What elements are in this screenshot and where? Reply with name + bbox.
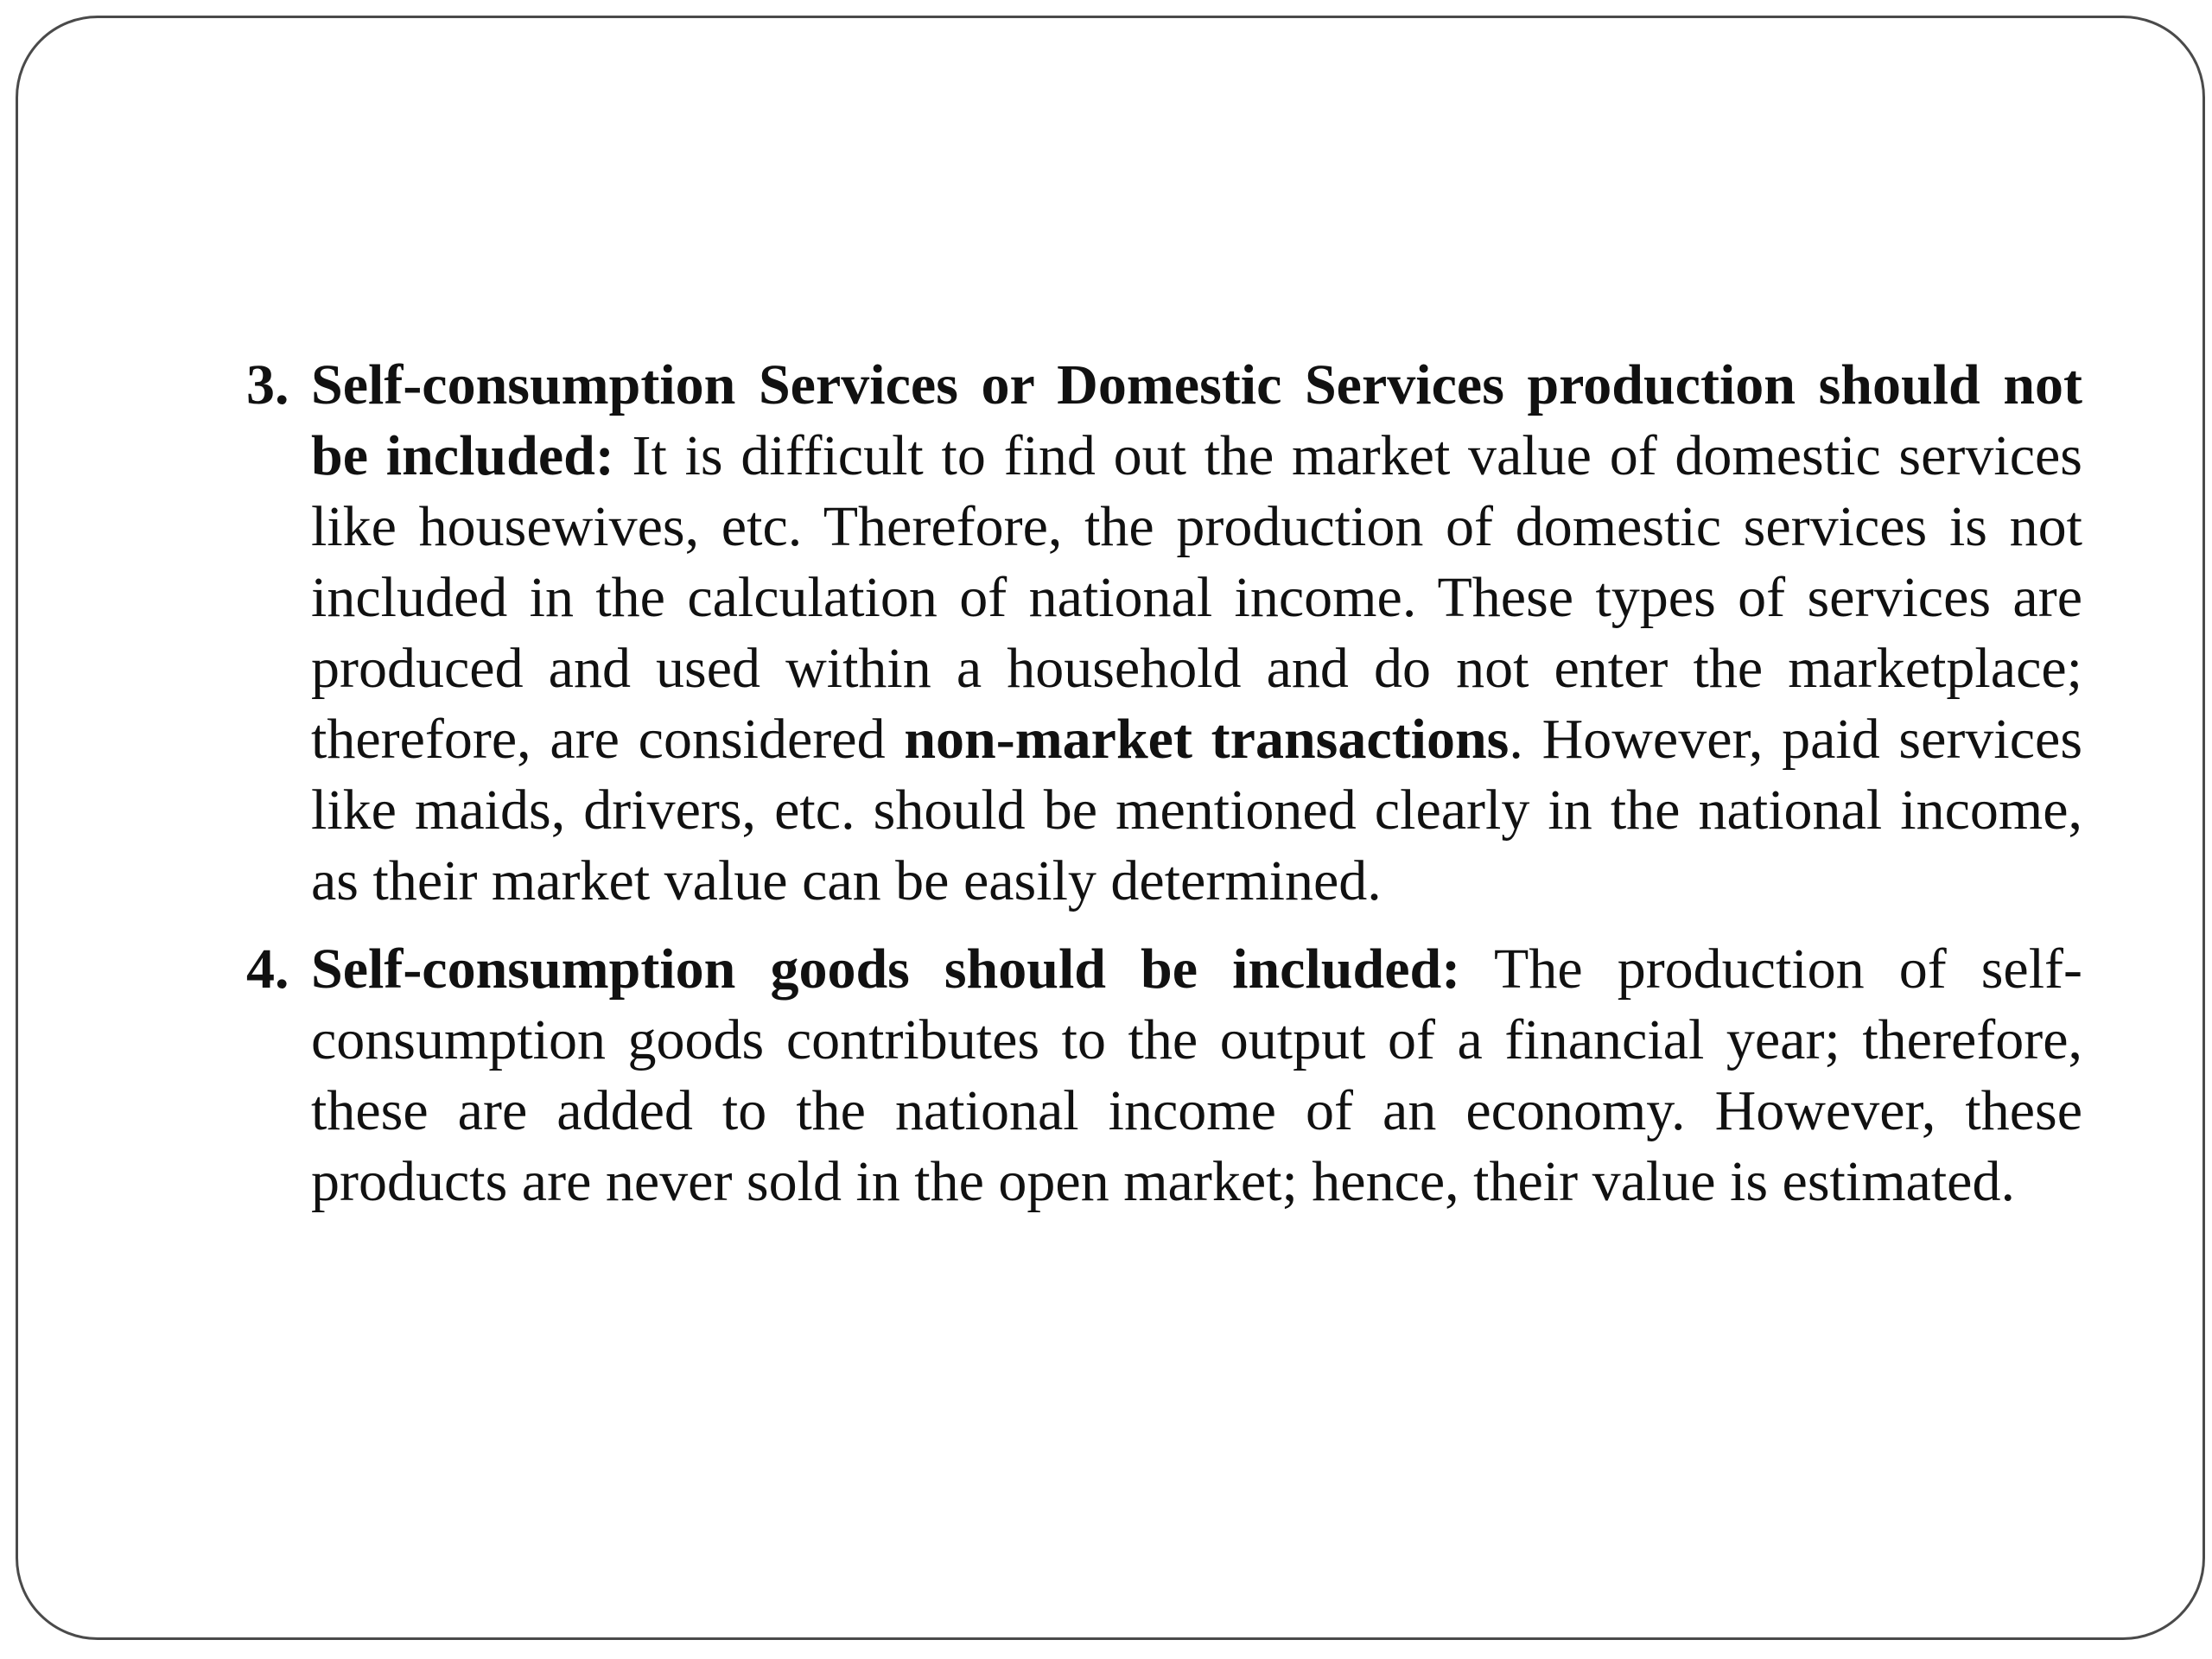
- item-number: 4.: [246, 938, 289, 1001]
- item-text: It is difficult to find out the market value of domestic services like housewives, etc. Therefore, the production of domestic services is not included in the calculation of national income. These types of services are produced and used within a household and do not enter the marketplace; therefore, are considered: [311, 424, 2082, 771]
- item-body: [311, 350, 2082, 917]
- key-term: non-market transactions: [904, 708, 1510, 771]
- list-item-3: [246, 350, 2082, 917]
- item-number: 3.: [246, 353, 289, 416]
- item-heading: Self-consumption goods should be included:: [311, 938, 1461, 1001]
- list-item-4: [246, 934, 2082, 1217]
- item-text: The production of self-consumption goods contributes to the output of a financial year; therefore, these are added to the national income of an economy. However, these products are never sold in the open market; hence, their value is estimated.: [311, 938, 2082, 1213]
- item-text-continued: . However, paid services like maids, drivers, etc. should be mentioned clearly in the national income, as their market value can be easily determined.: [311, 708, 2083, 912]
- slide-content: [246, 350, 2082, 1235]
- item-heading: Self-consumption Services or Domestic Services production should not be included:: [311, 353, 2082, 487]
- item-body: [311, 934, 2082, 1217]
